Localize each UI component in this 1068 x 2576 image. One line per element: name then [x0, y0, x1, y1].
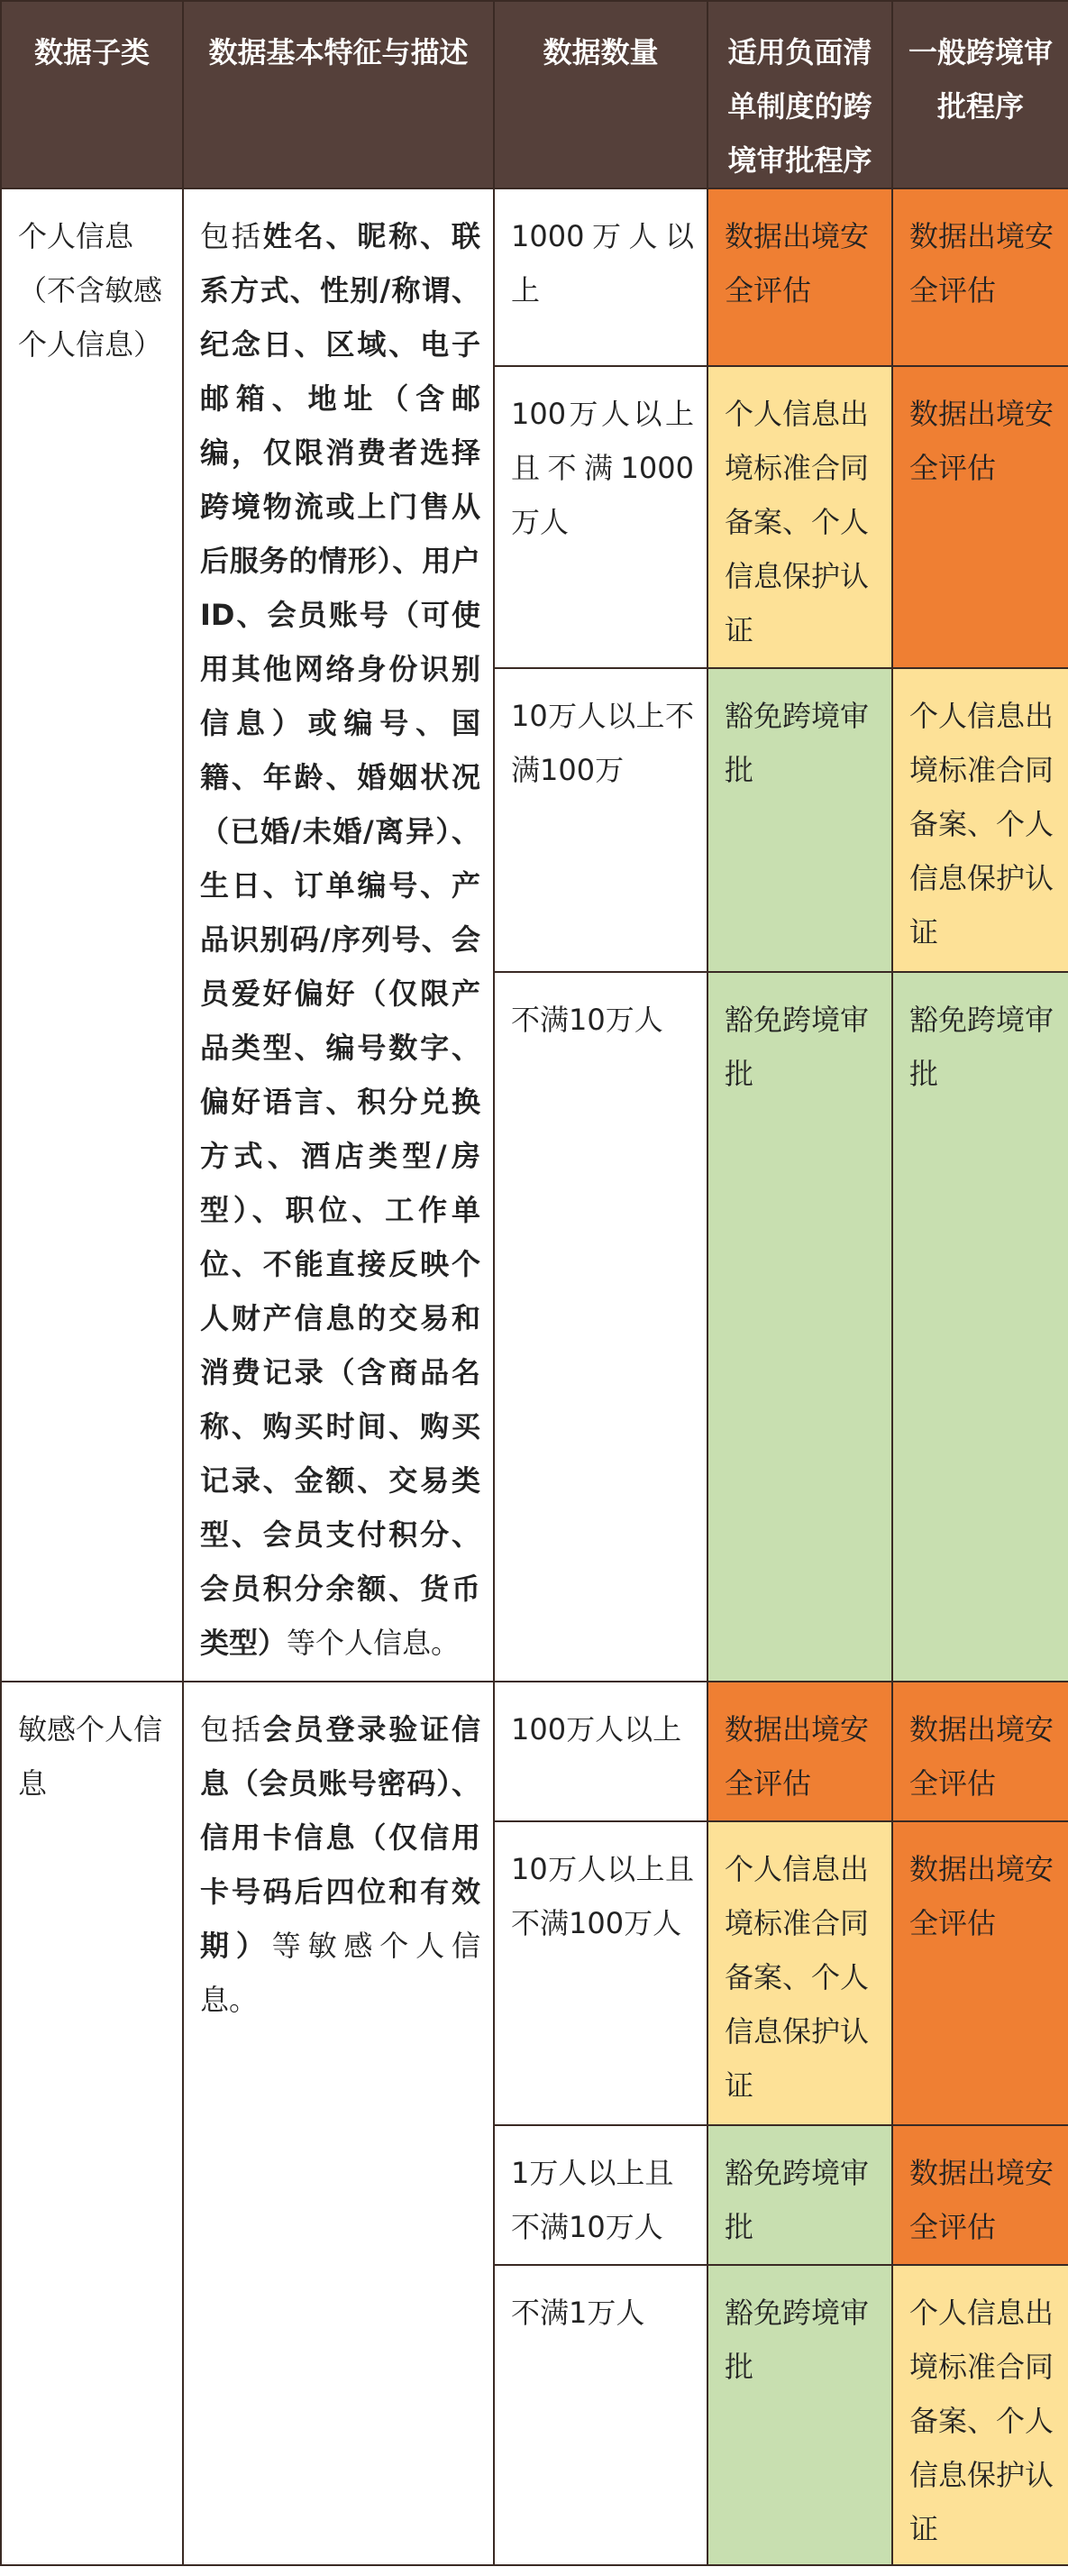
- general-procedure-cell: 数据出境安全评估: [892, 1821, 1068, 2125]
- header-data-quantity: 数据数量: [494, 1, 707, 188]
- description-personal-info: [183, 188, 494, 1682]
- quantity-cell: 100万人以上且不满1000万人: [494, 366, 707, 668]
- quantity-cell: 100万人以上: [494, 1682, 707, 1821]
- quantity-cell: 1万人以上且不满10万人: [494, 2125, 707, 2265]
- general-procedure-cell: 个人信息出境标准合同备案、个人信息保护认证: [892, 668, 1068, 972]
- quantity-cell: 10万人以上不满100万: [494, 668, 707, 972]
- quantity-cell: 不满1万人: [494, 2265, 707, 2565]
- negative-list-cell: 豁免跨境审批: [707, 972, 892, 1682]
- negative-list-cell: 豁免跨境审批: [707, 2265, 892, 2565]
- header-row: [1, 1, 1068, 188]
- general-procedure-cell: 数据出境安全评估: [892, 1682, 1068, 1821]
- general-procedure-cell: 豁免跨境审批: [892, 972, 1068, 1682]
- general-procedure-cell: 个人信息出境标准合同备案、个人信息保护认证: [892, 2265, 1068, 2565]
- negative-list-cell: 豁免跨境审批: [707, 2125, 892, 2265]
- quantity-cell: 不满10万人: [494, 972, 707, 1682]
- desc-suffix: 等敏感个人信息。: [200, 1929, 480, 2017]
- desc-bold-fields: 会员登录验证信息（会员账号密码）、信用卡信息（仅信用卡号码后四位和有效期）: [200, 1712, 480, 1963]
- table-row: [1, 1682, 1068, 1821]
- desc-suffix: 等个人信息。: [287, 1626, 461, 1660]
- desc-bold-fields: 姓名、昵称、联系方式、性别/称谓、纪念日、区域、电子邮箱、地址（含邮编，仅限消费者选择跨境物流或上门售从后服务的情形）、用户ID、会员账号（可使用其他网络身份识别信息）或编号、国籍、年龄、婚姻状况（已婚/未婚/离异）、生日、订单编号、产品识别码/序列号、会员爱好偏好（仅限产品类型、编号数字、偏好语言、积分兑换方式、酒店类型/房型）、职位、工作单位、不能直接反映个人财产信息的交易和消费记录（含商品名称、购买时间、购买记录、金额、交易类型、会员支付积分、会员积分余额、货币类型）: [200, 219, 480, 1660]
- general-procedure-cell: 数据出境安全评估: [892, 188, 1068, 366]
- desc-prefix: 包括: [200, 1712, 263, 1746]
- negative-list-cell: 个人信息出境标准合同备案、个人信息保护认证: [707, 366, 892, 668]
- category-personal-info: 个人信息（不含敏感个人信息）: [1, 188, 183, 1682]
- negative-list-cell: 数据出境安全评估: [707, 188, 892, 366]
- general-procedure-cell: 数据出境安全评估: [892, 366, 1068, 668]
- desc-prefix: 包括: [200, 219, 263, 253]
- table-row: [1, 188, 1068, 366]
- category-sensitive-info: 敏感个人信息: [1, 1682, 183, 2565]
- header-data-subcategory: 数据子类: [1, 1, 183, 188]
- header-data-description: 数据基本特征与描述: [183, 1, 494, 188]
- quantity-cell: 1000万人以上: [494, 188, 707, 366]
- negative-list-cell: 豁免跨境审批: [707, 668, 892, 972]
- general-procedure-cell: 数据出境安全评估: [892, 2125, 1068, 2265]
- negative-list-cell: 个人信息出境标准合同备案、个人信息保护认证: [707, 1821, 892, 2125]
- quantity-cell: 10万人以上且不满100万人: [494, 1821, 707, 2125]
- header-general-procedure: 一般跨境审批程序: [892, 1, 1068, 188]
- description-sensitive-info: [183, 1682, 494, 2565]
- header-negative-list-procedure: 适用负面清单制度的跨境审批程序: [707, 1, 892, 188]
- negative-list-cell: 数据出境安全评估: [707, 1682, 892, 1821]
